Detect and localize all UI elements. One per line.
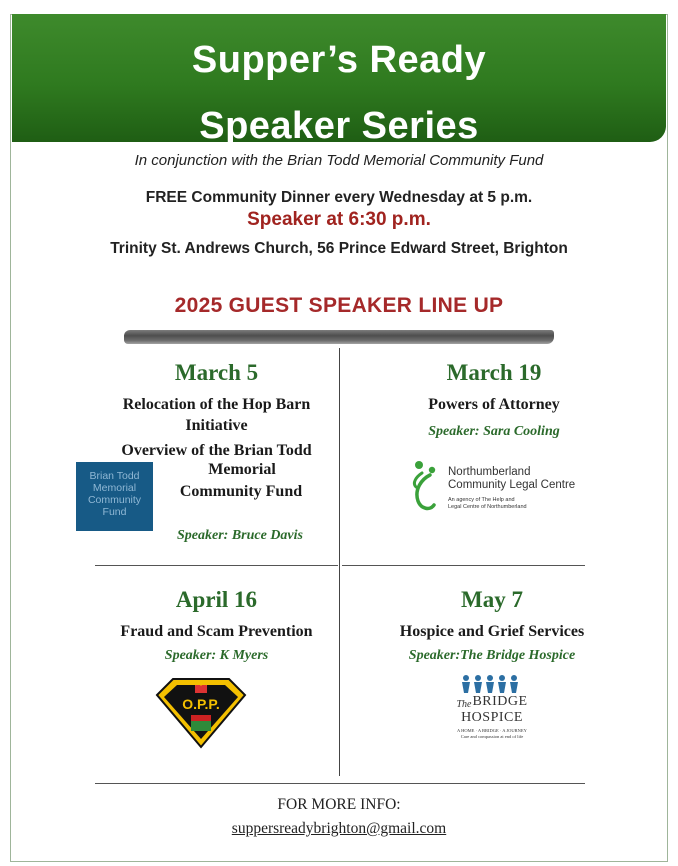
event-speaker: Speaker: Bruce Davis bbox=[177, 528, 303, 543]
logo-text: An agency of The Help and bbox=[448, 497, 515, 503]
logo-text: A HOME · A BRIDGE · A JOURNEY bbox=[457, 728, 527, 733]
event-may-7 bbox=[342, 587, 642, 664]
btmcf-logo bbox=[76, 462, 153, 531]
event-march-19 bbox=[360, 360, 628, 440]
banner-title-line2: Speaker Series bbox=[199, 105, 479, 147]
bridge-hospice-people-icon bbox=[459, 674, 525, 694]
grid-horizontal-divider-right bbox=[342, 565, 585, 566]
logo-text: Fund bbox=[102, 506, 127, 518]
opp-badge-icon bbox=[155, 677, 247, 749]
more-info-label: FOR MORE INFO: bbox=[277, 796, 401, 813]
venue-line: Trinity St. Andrews Church, 56 Prince Edward Street, Brighton bbox=[110, 240, 568, 257]
nclc-logo-icon bbox=[408, 457, 442, 515]
dinner-line: FREE Community Dinner every Wednesday at 5 p.m. bbox=[145, 189, 533, 206]
nclc-logo-text bbox=[448, 466, 575, 511]
opp-badge-text: O.P.P. bbox=[182, 696, 220, 712]
contact-email-link[interactable]: suppersreadybrighton@gmail.com bbox=[231, 820, 447, 837]
event-topic: Powers of Attorney bbox=[428, 396, 560, 413]
event-date: May 7 bbox=[461, 587, 523, 612]
conjunction-line: In conjunction with the Brian Todd Memorial Community Fund bbox=[134, 152, 544, 169]
event-topic: Community Fund bbox=[179, 483, 303, 500]
event-speaker: Speaker: K Myers bbox=[164, 648, 269, 663]
grid-vertical-divider bbox=[339, 348, 340, 776]
event-date: March 5 bbox=[174, 360, 259, 385]
event-speaker: Speaker:The Bridge Hospice bbox=[408, 648, 576, 663]
bridge-hospice-logo-text bbox=[440, 694, 544, 740]
title-banner bbox=[12, 14, 666, 147]
logo-text: Care and compassion at end of life bbox=[460, 734, 524, 739]
event-speaker: Speaker: Sara Cooling bbox=[428, 424, 560, 439]
event-topic: Fraud and Scam Prevention bbox=[120, 623, 313, 640]
event-april-16 bbox=[95, 587, 338, 664]
event-topic: Initiative bbox=[185, 417, 248, 434]
logo-text: Northumberland bbox=[448, 466, 531, 478]
logo-text: Memorial bbox=[92, 482, 137, 494]
logo-text: HOSPICE bbox=[461, 710, 523, 725]
logo-text: Brian Todd bbox=[89, 470, 140, 482]
event-topic: Overview of the Brian Todd bbox=[121, 442, 312, 459]
logo-text: Community Legal Centre bbox=[448, 479, 576, 491]
event-march-5 bbox=[95, 360, 338, 461]
speaker-time-line: Speaker at 6:30 p.m. bbox=[247, 209, 431, 230]
grid-horizontal-divider-left bbox=[95, 565, 338, 566]
lineup-heading: 2025 GUEST SPEAKER LINE UP bbox=[174, 294, 504, 317]
brush-stroke-divider bbox=[124, 330, 554, 344]
logo-text: Legal Centre of Northumberland bbox=[448, 504, 527, 510]
logo-text: Community bbox=[87, 494, 142, 506]
footer-divider bbox=[95, 783, 585, 784]
event-date: March 19 bbox=[446, 360, 542, 385]
banner-title-line1: Supper’s Ready bbox=[191, 39, 487, 81]
event-topic: Memorial bbox=[208, 461, 276, 478]
logo-text: The bbox=[456, 699, 472, 710]
event-date: April 16 bbox=[175, 587, 258, 612]
logo-text: BRIDGE bbox=[472, 694, 528, 709]
event-topic: Hospice and Grief Services bbox=[399, 623, 585, 640]
event-topic: Relocation of the Hop Barn bbox=[122, 396, 311, 413]
